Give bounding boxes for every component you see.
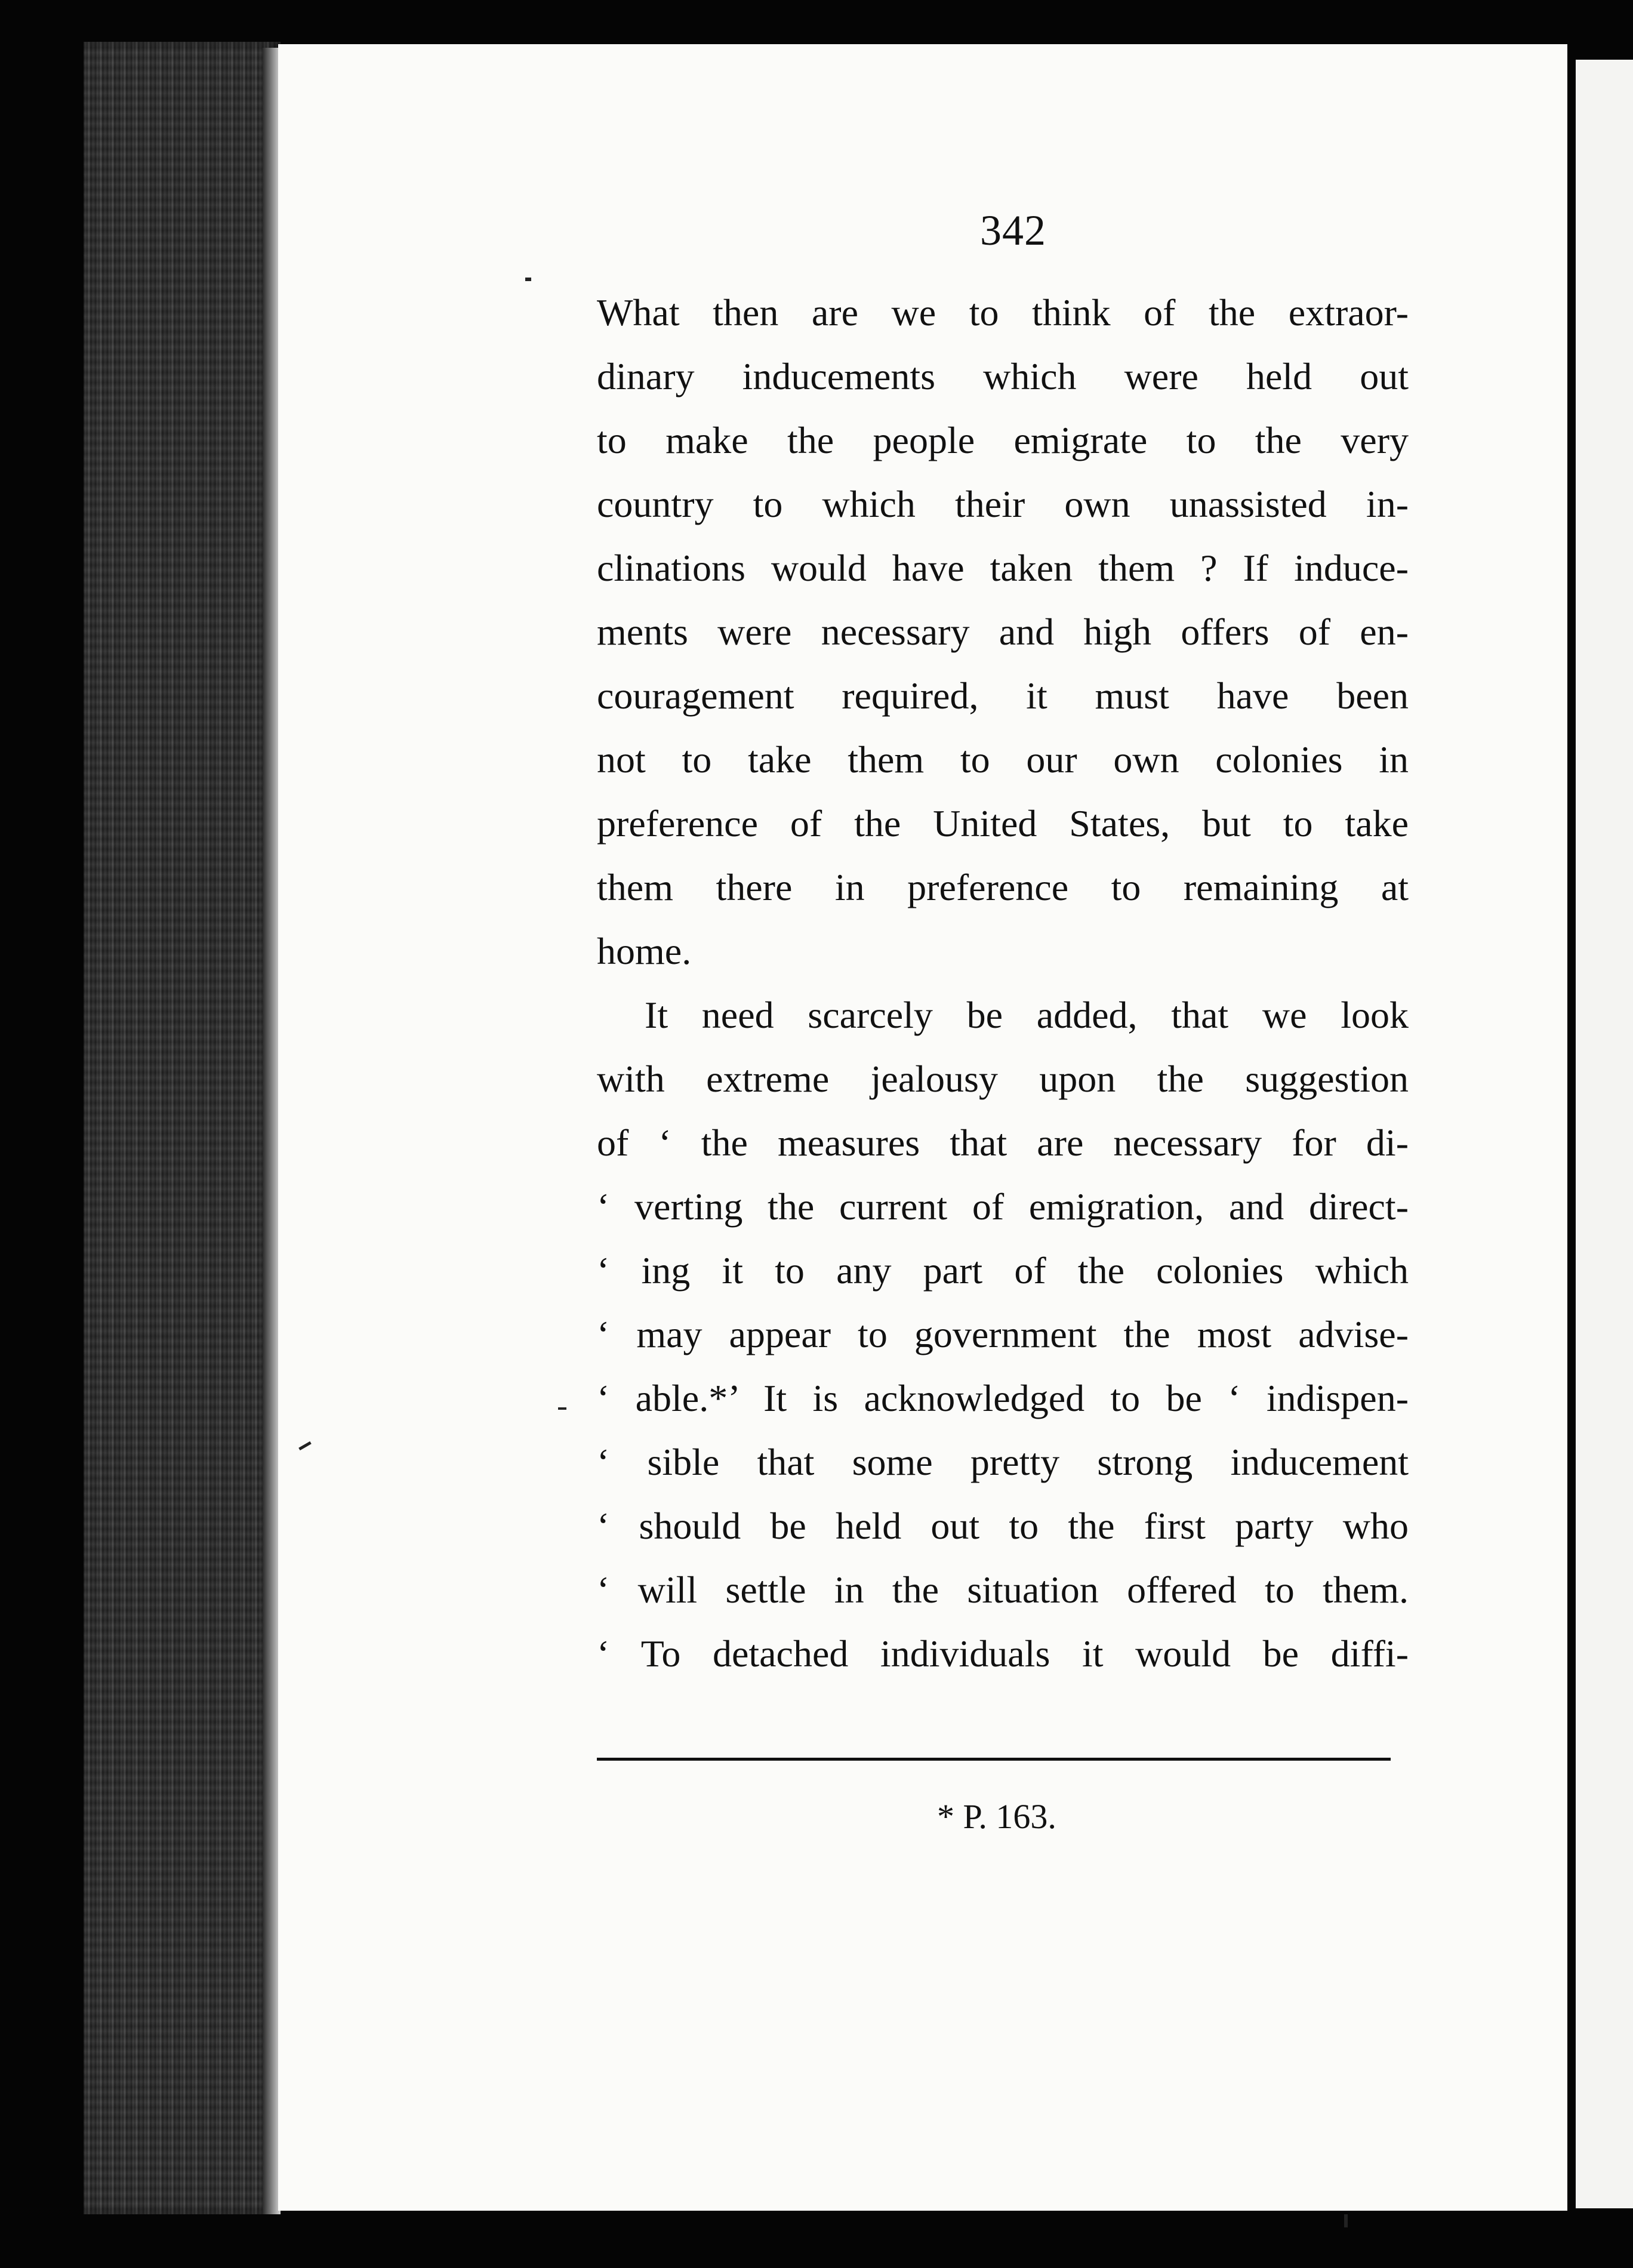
footnote-rule — [597, 1758, 1391, 1761]
scan-speck — [1344, 2214, 1348, 2227]
text-line: It need scarcely be added, that we look — [645, 994, 1409, 1036]
body-text — [597, 281, 1409, 1685]
page-number: 342 — [980, 207, 1046, 254]
text-line: ‘ should be held out to the first party who — [597, 1505, 1409, 1547]
text-line: them there in preference to remaining at — [597, 866, 1409, 908]
scan-speck — [525, 278, 531, 281]
text-line: ‘ sible that some pretty strong inducement — [597, 1441, 1409, 1483]
text-line: of ‘ the measures that are necessary for di- — [597, 1121, 1409, 1164]
text-line: ‘ may appear to government the most advise- — [597, 1313, 1409, 1355]
text-line: What then are we to think of the extraor- — [597, 291, 1409, 334]
footnote: * P. 163. — [937, 1797, 1056, 1836]
text-line: ‘ ing it to any part of the colonies which — [597, 1249, 1409, 1292]
text-line: ‘ To detached individuals it would be diffi- — [597, 1632, 1409, 1675]
text-line: ‘ will settle in the situation offered to them. — [597, 1569, 1409, 1611]
text-line: couragement required, it must have been — [597, 674, 1409, 717]
facing-page-edge — [1576, 60, 1633, 2208]
text-line: country to which their own unassisted in- — [597, 483, 1409, 525]
text-line: ‘ verting the current of emigration, and direct- — [597, 1185, 1409, 1228]
text-line: with extreme jealousy upon the suggestion — [597, 1058, 1409, 1100]
text-line: ‘ able.*’ It is acknowledged to be ‘ indispen- — [597, 1377, 1409, 1419]
text-line: clinations would have taken them ? If induce- — [597, 547, 1409, 589]
book-page-edges — [84, 42, 281, 2214]
text-line: ments were necessary and high offers of en- — [597, 611, 1409, 653]
text-line: not to take them to our own colonies in — [597, 738, 1409, 781]
text-line: dinary inducements which were held out — [597, 355, 1409, 397]
text-line: home. — [597, 930, 692, 972]
text-line: preference of the United States, but to take — [597, 802, 1409, 845]
text-line: to make the people emigrate to the very — [597, 419, 1409, 461]
scan-speck — [558, 1407, 566, 1410]
